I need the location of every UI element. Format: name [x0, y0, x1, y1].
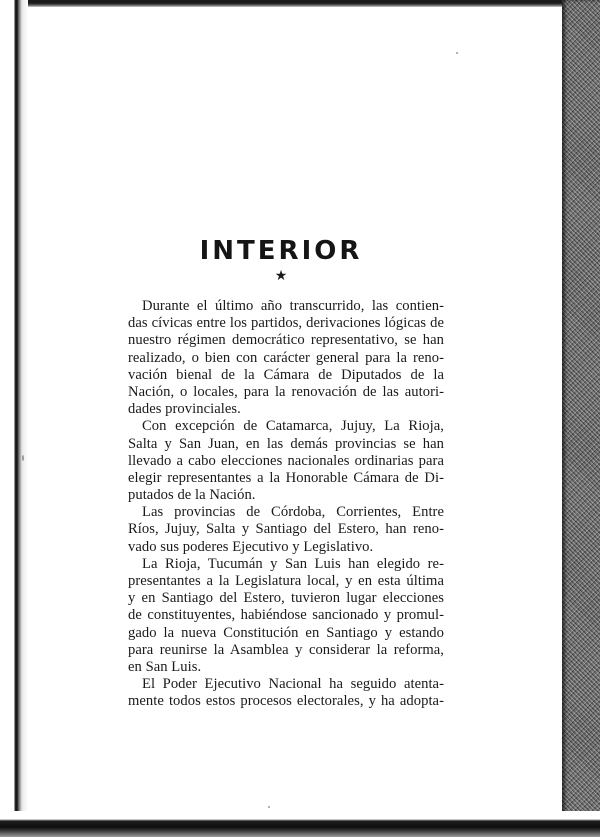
- text-line: dades provinciales.: [128, 401, 241, 418]
- star-ornament-icon: ★: [274, 269, 288, 284]
- text-line: Durante el último año transcurrido, las contien-: [142, 298, 444, 314]
- text-line: Ríos, Jujuy, Salta y Santiago del Estero, han reno-: [128, 521, 444, 538]
- text-line: Salta y San Juan, en las demás provincias se han: [128, 435, 444, 452]
- text-line: Nación, o locales, para la renovación de las autori-: [128, 383, 444, 400]
- text-line: vación bienal de la Cámara de Diputados de la: [128, 366, 444, 383]
- scan-bottom-edge: [0, 811, 600, 837]
- text-line: nuestro régimen democrático representativo, se han: [128, 332, 444, 349]
- text-line: das cívicas entre los partidos, derivaciones lógicas de: [128, 315, 444, 332]
- scan-speck: [268, 806, 270, 808]
- text-line: de constituyentes, habiéndose sancionado y promul-: [128, 607, 444, 624]
- text-line: Las provincias de Córdoba, Corrientes, Entre: [142, 504, 444, 521]
- scan-speck: [456, 52, 458, 54]
- scan-speck: [22, 455, 24, 461]
- text-line: vado sus poderes Ejecutivo y Legislativo.: [128, 538, 374, 555]
- text-line: elegir representantes a la Honorable Cámara de Di-: [128, 469, 444, 486]
- text-line: La Rioja, Tucumán y San Luis han elegido re-: [142, 555, 444, 572]
- text-line: Con excepción de Catamarca, Jujuy, La Rioja,: [142, 418, 444, 435]
- text-line: llevado a cabo elecciones nacionales ordinarias para: [128, 452, 444, 469]
- scan-left-edge: [0, 0, 28, 837]
- text-line: mente todos estos procesos electorales, y ha adopta-: [128, 693, 444, 710]
- text-line: gado la nueva Constitución en Santiago y estando: [128, 624, 444, 641]
- scan-top-edge: [0, 0, 600, 7]
- text-line: realizado, o bien con carácter general para la reno-: [128, 349, 444, 366]
- scan-right-edge: [562, 0, 600, 837]
- text-line: en San Luis.: [128, 658, 202, 675]
- text-line: y en Santiago del Estero, tuvieron lugar elecciones: [128, 590, 444, 607]
- body-text: [128, 298, 444, 711]
- text-line: El Poder Ejecutivo Nacional ha seguido atenta-: [142, 676, 444, 693]
- text-line: putados de la Nación.: [128, 487, 256, 504]
- text-line: para reunirse la Asamblea y considerar la reforma,: [128, 641, 444, 658]
- text-line: presentantes a la Legislatura local, y en esta última: [128, 573, 444, 589]
- page-title: INTERIOR: [199, 236, 363, 266]
